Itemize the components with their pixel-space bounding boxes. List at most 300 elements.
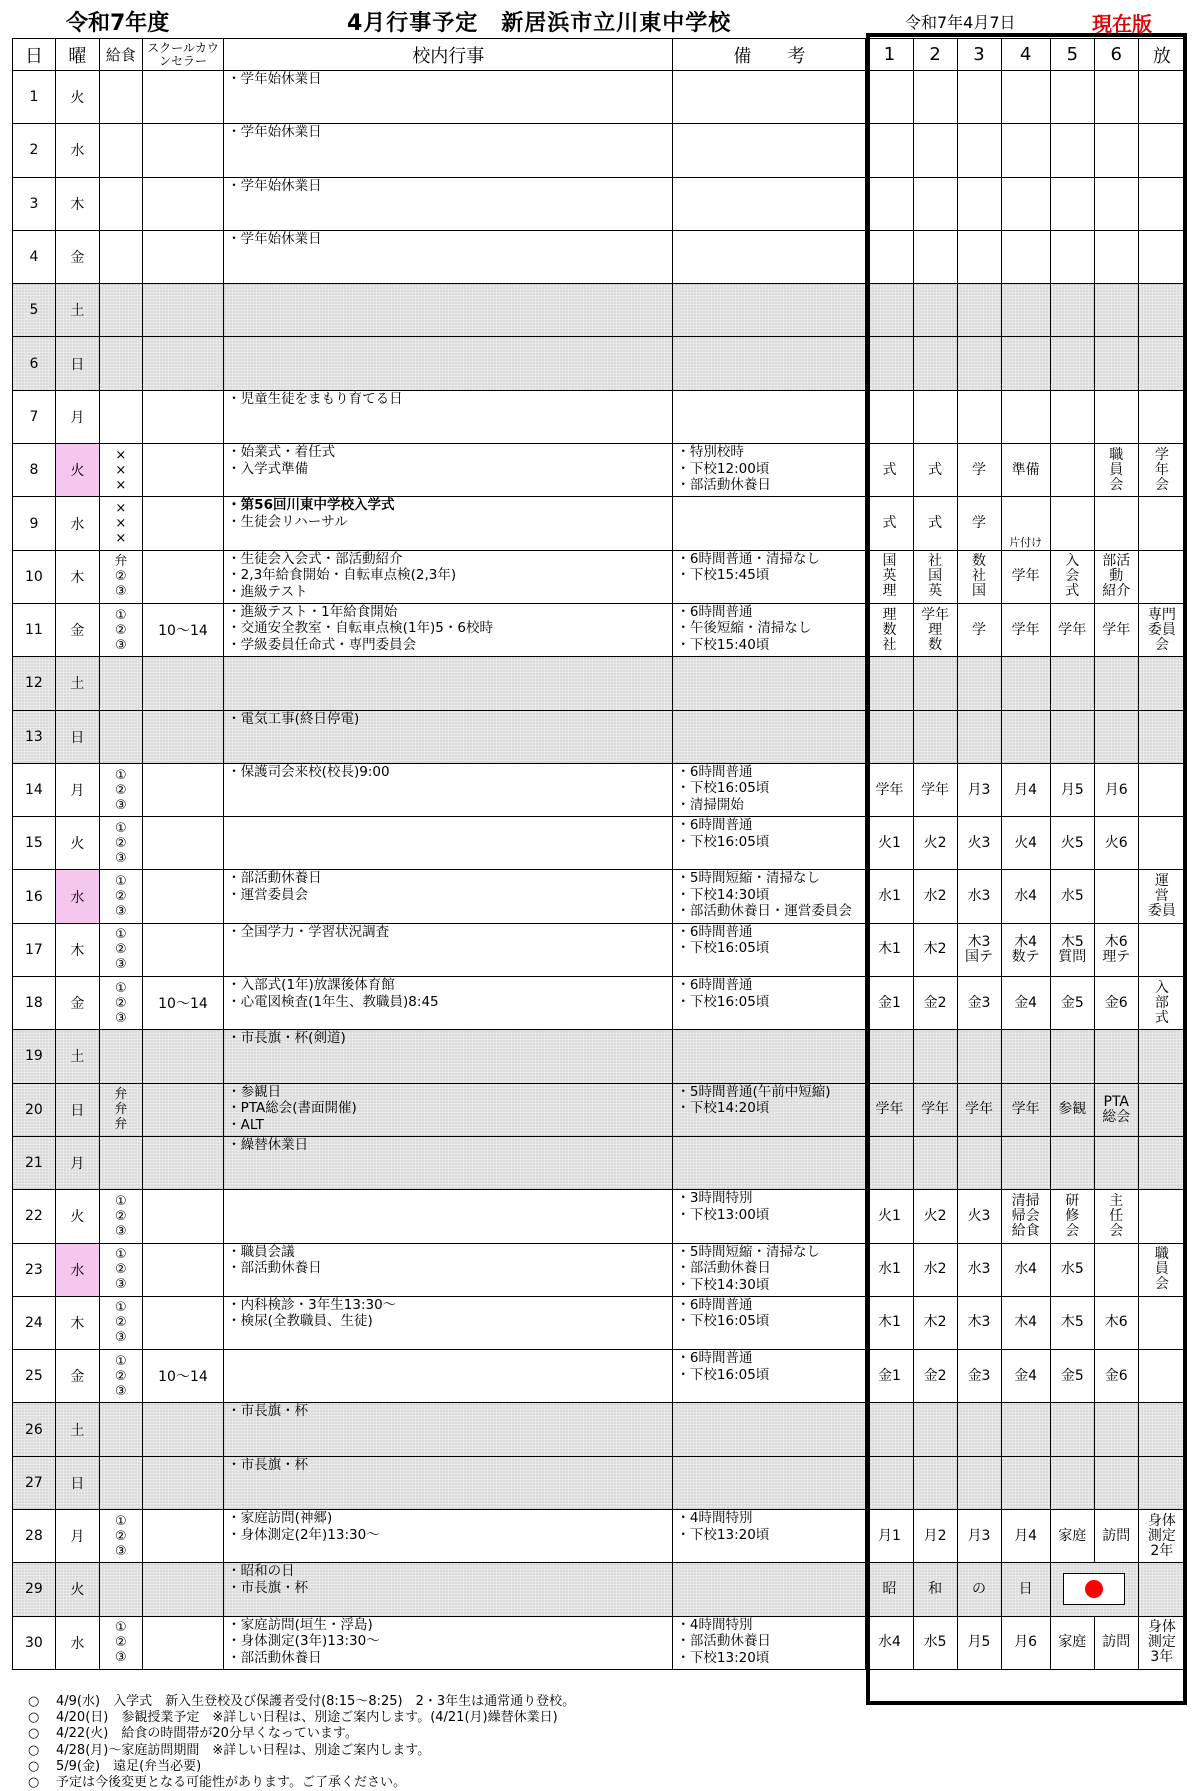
- bullet-icon: ○: [28, 1710, 40, 1726]
- note-line: ・特別校時: [676, 444, 744, 461]
- lunch-line: ①: [114, 1513, 127, 1529]
- period-cell: 月4: [1001, 763, 1050, 816]
- notes-cell: [673, 177, 866, 230]
- after-school-cell: [1138, 763, 1185, 816]
- lunch-lines: [100, 874, 142, 919]
- day-number: 20: [13, 1083, 56, 1136]
- counselor-cell: [142, 1456, 223, 1509]
- weekday: 土: [55, 1030, 99, 1083]
- lunch-line: ③: [114, 1383, 127, 1399]
- counselor-cell: [142, 1296, 223, 1349]
- lunch-line: ×: [115, 501, 127, 517]
- period-cell: [866, 1456, 913, 1509]
- lunch-cell: [99, 124, 142, 177]
- header-period-5: 5: [1050, 39, 1094, 71]
- event-lines: [227, 1403, 672, 1420]
- note-line: ・部活動休養日: [676, 477, 771, 494]
- period-cell: 学年: [866, 763, 913, 816]
- period-cell: 火4: [1001, 817, 1050, 870]
- day-number: 30: [13, 1616, 56, 1669]
- period-cell: [1050, 444, 1094, 497]
- lunch-lines: [100, 768, 142, 813]
- notes-cell: [673, 1030, 866, 1083]
- lunch-line: ①: [114, 607, 127, 623]
- weekday: 水: [55, 870, 99, 923]
- note-line: ・3時間特別: [676, 1190, 753, 1207]
- period-cell: 木5 質問: [1050, 923, 1094, 976]
- header-notes: 備 考: [673, 39, 866, 71]
- day-number: 29: [13, 1563, 56, 1616]
- event-line: ・2,3年給食開始・自転車点検(2,3年): [227, 567, 457, 584]
- lunch-line: ①: [114, 767, 127, 783]
- weekday: 日: [55, 710, 99, 763]
- notes-cell: [673, 977, 866, 1030]
- lunch-lines: [100, 608, 142, 653]
- note-line: ・5時間普通(午前中短縮): [676, 1083, 831, 1100]
- period-cell: [957, 177, 1001, 230]
- weekday: 水: [55, 1243, 99, 1296]
- period-cell: 学年: [1094, 603, 1138, 656]
- lunch-cell: [99, 390, 142, 443]
- period-cell: [913, 1456, 957, 1509]
- counselor-cell: [142, 284, 223, 337]
- events-cell: [224, 230, 673, 283]
- period-cell: 部活 動 紹介: [1094, 550, 1138, 603]
- lunch-cell: [99, 444, 142, 497]
- weekday: 金: [55, 977, 99, 1030]
- lunch-line: ①: [114, 820, 127, 836]
- notes-cell: [673, 124, 866, 177]
- event-line: ・市長旗・杯(剣道): [227, 1030, 346, 1047]
- table-row: [13, 177, 1186, 230]
- lunch-cell: [99, 977, 142, 1030]
- period-cell: 月1: [866, 1510, 913, 1563]
- weekday: 月: [55, 763, 99, 816]
- period-cell: [1050, 1403, 1094, 1456]
- footnote: [28, 1775, 575, 1791]
- period-cell: 月2: [913, 1510, 957, 1563]
- period-cell: [913, 177, 957, 230]
- lunch-line: ①: [114, 1300, 127, 1316]
- lunch-line: ②: [114, 942, 127, 958]
- lunch-line: 弁: [114, 554, 128, 570]
- period-cell: 金2: [913, 977, 957, 1030]
- notes-cell: [673, 390, 866, 443]
- event-line: ・PTA総会(書面開催): [227, 1100, 357, 1117]
- counselor-cell: 10～14: [142, 1350, 223, 1403]
- period-cell: 水4: [1001, 1243, 1050, 1296]
- lunch-cell: [99, 763, 142, 816]
- note-lines: [676, 870, 865, 920]
- lunch-lines: [100, 1247, 142, 1292]
- period-cell: 火1: [866, 1190, 913, 1243]
- period-cell: 学: [957, 603, 1001, 656]
- event-line: ・学年始休業日: [227, 124, 322, 141]
- counselor-cell: [142, 71, 223, 124]
- period-cell: [1094, 230, 1138, 283]
- event-line: ・学年始休業日: [227, 177, 322, 194]
- event-line: ・身体測定(3年)13:30～: [227, 1633, 380, 1650]
- table-row: [13, 657, 1186, 710]
- lunch-line: ③: [114, 584, 127, 600]
- table-row: [13, 284, 1186, 337]
- lunch-line: ×: [115, 447, 127, 463]
- note-lines: [676, 1297, 865, 1330]
- after-school-cell: [1138, 497, 1185, 550]
- period-cell: 学年: [866, 1083, 913, 1136]
- note-line: ・下校13:00頃: [676, 1206, 770, 1223]
- lunch-line: 弁: [114, 1087, 128, 1103]
- event-lines: [227, 1617, 672, 1667]
- counselor-cell: [142, 657, 223, 710]
- period-cell: 火2: [913, 1190, 957, 1243]
- period-cell: 学年: [1001, 1083, 1050, 1136]
- period-cell: [1094, 177, 1138, 230]
- day-number: 12: [13, 657, 56, 710]
- period-cell: [1050, 1136, 1094, 1189]
- period-cell: 和: [913, 1563, 957, 1616]
- events-cell: [224, 657, 673, 710]
- bullet-icon: ○: [28, 1742, 40, 1758]
- note-line: ・下校14:20頃: [676, 1100, 770, 1117]
- lunch-cell: [99, 337, 142, 390]
- weekday: 日: [55, 1083, 99, 1136]
- table-row: [13, 497, 1186, 550]
- counselor-cell: [142, 390, 223, 443]
- period-cell: [1050, 1456, 1094, 1509]
- note-lines: [676, 1244, 865, 1294]
- lunch-line: ②: [114, 1635, 127, 1651]
- period-cell: [957, 390, 1001, 443]
- weekday: 土: [55, 657, 99, 710]
- period-cell: [1001, 1403, 1050, 1456]
- event-lines: [227, 924, 672, 941]
- period-cell: [1001, 1136, 1050, 1189]
- weekday: 火: [55, 71, 99, 124]
- period-cell: [957, 230, 1001, 283]
- header-lunch: 給食: [99, 39, 142, 71]
- note-line: ・下校13:20頃: [676, 1526, 770, 1543]
- counselor-cell: [142, 1083, 223, 1136]
- period-cell: 金4: [1001, 1350, 1050, 1403]
- period-cell: 金5: [1050, 1350, 1094, 1403]
- counselor-cell: [142, 124, 223, 177]
- events-cell: [224, 390, 673, 443]
- notes-cell: [673, 1456, 866, 1509]
- school-year-title: 令和7年度: [66, 11, 170, 36]
- period-cell: [866, 71, 913, 124]
- weekday: 金: [55, 603, 99, 656]
- footnote: [28, 1743, 575, 1759]
- notes-cell: [673, 817, 866, 870]
- period-cell: [957, 337, 1001, 390]
- event-line: ・交通安全教室・自転車点検(1年)5・6校時: [227, 620, 493, 637]
- event-lines: [227, 178, 672, 195]
- event-line: ・家庭訪問(垣生・浮島): [227, 1616, 373, 1633]
- lunch-cell: [99, 1510, 142, 1563]
- after-school-cell: 身体 測定 2年: [1138, 1510, 1185, 1563]
- table-row: [13, 444, 1186, 497]
- period-cell: [1094, 1243, 1138, 1296]
- event-line: ・第56回川東中学校入学式: [227, 497, 395, 514]
- period-cell: 理 数 社: [866, 603, 913, 656]
- events-cell: [224, 1350, 673, 1403]
- table-row: [13, 1083, 1186, 1136]
- period-cell: [1050, 497, 1094, 550]
- period-cell: [913, 284, 957, 337]
- after-school-cell: 学 年 会: [1138, 444, 1185, 497]
- footnote-text: 4/9(水) 入学式 新入生登校及び保護者受付(8:15～8:25) 2・3年生は通常通り登校。: [56, 1694, 576, 1709]
- lunch-line: ③: [114, 797, 127, 813]
- lunch-cell: [99, 1030, 142, 1083]
- notes-cell: [673, 1510, 866, 1563]
- period-cell: 金1: [866, 977, 913, 1030]
- period-cell: 木6: [1094, 1296, 1138, 1349]
- period-cell: 火5: [1050, 817, 1094, 870]
- lunch-line: ②: [114, 835, 127, 851]
- after-school-cell: [1138, 1403, 1185, 1456]
- lunch-cell: [99, 177, 142, 230]
- lunch-cell: [99, 1243, 142, 1296]
- lunch-line: ②: [114, 1368, 127, 1384]
- lunch-line: ②: [114, 889, 127, 905]
- period-cell: 学年: [957, 1083, 1001, 1136]
- lunch-line: ×: [115, 531, 127, 547]
- event-line: ・学級委員任命式・専門委員会: [227, 636, 417, 653]
- notes-cell: [673, 657, 866, 710]
- day-number: 10: [13, 550, 56, 603]
- period-cell: 金3: [957, 977, 1001, 1030]
- japan-flag-icon: [1063, 1573, 1125, 1605]
- period-cell: の: [957, 1563, 1001, 1616]
- after-school-cell: [1138, 230, 1185, 283]
- weekday: 日: [55, 337, 99, 390]
- after-school-cell: 身体 測定 3年: [1138, 1616, 1185, 1669]
- period-cell: [1001, 284, 1050, 337]
- table-row: [13, 1616, 1186, 1669]
- period-cell: 水5: [1050, 1243, 1094, 1296]
- period-cell: [1050, 230, 1094, 283]
- footnote: [28, 1694, 575, 1710]
- counselor-cell: [142, 1030, 223, 1083]
- counselor-cell: [142, 177, 223, 230]
- counselor-cell: [142, 1563, 223, 1616]
- day-number: 17: [13, 923, 56, 976]
- period-cell: 月6: [1094, 763, 1138, 816]
- lunch-line: ②: [114, 1262, 127, 1278]
- events-cell: [224, 550, 673, 603]
- event-line: ・身体測定(2年)13:30～: [227, 1526, 380, 1543]
- event-line: ・進級テスト: [227, 583, 308, 600]
- note-line: ・下校16:05頃: [676, 780, 770, 797]
- period-cell: [913, 1030, 957, 1083]
- period-cell: 水1: [866, 1243, 913, 1296]
- note-lines: [676, 924, 865, 957]
- event-line: ・家庭訪問(神郷): [227, 1510, 333, 1527]
- event-lines: [227, 1137, 672, 1154]
- period-cell: [1094, 337, 1138, 390]
- event-lines: [227, 604, 672, 654]
- period-cell: 家庭: [1050, 1616, 1094, 1669]
- period-cell: [1001, 1456, 1050, 1509]
- table-row: [13, 817, 1186, 870]
- period-cell: 水4: [1001, 870, 1050, 923]
- footnote-text: 予定は今後変更となる可能性があります。ご了承ください。: [56, 1775, 406, 1791]
- events-cell: [224, 1136, 673, 1189]
- period-cell: [1001, 71, 1050, 124]
- notes-cell: [673, 71, 866, 124]
- counselor-cell: [142, 710, 223, 763]
- period-cell: [913, 230, 957, 283]
- day-number: 21: [13, 1136, 56, 1189]
- period-cell: 研 修 会: [1050, 1190, 1094, 1243]
- period-cell: 月3: [957, 1510, 1001, 1563]
- day-number: 19: [13, 1030, 56, 1083]
- after-school-cell: 運 営 委員: [1138, 870, 1185, 923]
- note-line: ・5時間短縮・清掃なし: [676, 870, 821, 887]
- events-cell: [224, 710, 673, 763]
- period-cell: 木2: [913, 923, 957, 976]
- period-cell: 片付け: [1001, 497, 1050, 550]
- weekday: 火: [55, 1563, 99, 1616]
- footnote: [28, 1726, 575, 1742]
- lunch-line: ②: [114, 995, 127, 1011]
- header-period-4: 4: [1001, 39, 1050, 71]
- period-cell: 数 社 国: [957, 550, 1001, 603]
- period-cell: 水3: [957, 870, 1001, 923]
- lunch-lines: [100, 448, 142, 493]
- lunch-cell: [99, 1136, 142, 1189]
- notes-cell: [673, 603, 866, 656]
- after-school-cell: [1138, 337, 1185, 390]
- lunch-line: ③: [114, 1223, 127, 1239]
- after-school-cell: [1138, 177, 1185, 230]
- lunch-cell: [99, 1296, 142, 1349]
- note-line: ・下校16:05頃: [676, 833, 770, 850]
- period-cell: [1094, 1136, 1138, 1189]
- lunch-line: ③: [114, 1330, 127, 1346]
- period-cell: [1094, 390, 1138, 443]
- events-cell: [224, 124, 673, 177]
- period-cell: [866, 337, 913, 390]
- bullet-icon: ○: [28, 1726, 40, 1742]
- period-cell: [1050, 177, 1094, 230]
- period-cell: [866, 177, 913, 230]
- note-lines: [676, 444, 865, 494]
- period-cell: [913, 124, 957, 177]
- period-cell: 月6: [1001, 1616, 1050, 1669]
- period-cell: 式: [866, 497, 913, 550]
- period-cell: [1001, 124, 1050, 177]
- note-line: ・下校16:05頃: [676, 993, 770, 1010]
- period-cell: [957, 284, 1001, 337]
- period-cell: 水5: [1050, 870, 1094, 923]
- after-school-cell: [1138, 124, 1185, 177]
- period-cell: 入 会 式: [1050, 550, 1094, 603]
- period-cell: [1050, 124, 1094, 177]
- table-row: [13, 1136, 1186, 1189]
- lunch-line: 弁: [114, 1102, 128, 1118]
- period-cell: [1001, 230, 1050, 283]
- period-cell: 家庭: [1050, 1510, 1094, 1563]
- table-row: [13, 1510, 1186, 1563]
- event-line: ・市長旗・杯: [227, 1579, 309, 1596]
- lunch-line: ×: [115, 462, 127, 478]
- period-cell: [913, 1136, 957, 1189]
- note-line: ・4時間特別: [676, 1510, 753, 1527]
- note-line: ・下校13:20頃: [676, 1649, 770, 1666]
- period-cell: 金5: [1050, 977, 1094, 1030]
- period-cell: 木3: [957, 1296, 1001, 1349]
- period-cell: 木6 理テ: [1094, 923, 1138, 976]
- notes-cell: [673, 923, 866, 976]
- period-cell: [1001, 710, 1050, 763]
- event-lines: [227, 977, 672, 1010]
- after-school-cell: [1138, 710, 1185, 763]
- weekday: 木: [55, 1296, 99, 1349]
- notes-cell: [673, 1350, 866, 1403]
- notes-cell: [673, 1083, 866, 1136]
- event-line: ・内科検診・3年生13:30～: [227, 1296, 397, 1313]
- period-cell: [1050, 337, 1094, 390]
- bullet-icon: ○: [28, 1758, 40, 1774]
- after-school-cell: [1138, 71, 1185, 124]
- note-line: ・下校12:00頃: [676, 460, 770, 477]
- period-cell: 学年: [1050, 603, 1094, 656]
- day-number: 13: [13, 710, 56, 763]
- lunch-cell: [99, 1563, 142, 1616]
- lunch-lines: [100, 554, 142, 599]
- header-counselor: スクールカウンセラー: [142, 39, 223, 71]
- issue-date: 令和7年4月7日: [905, 13, 1016, 32]
- note-line: ・下校14:30頃: [676, 886, 770, 903]
- notes-cell: [673, 337, 866, 390]
- event-lines: [227, 1563, 672, 1596]
- notes-cell: [673, 444, 866, 497]
- lunch-lines: [100, 501, 142, 546]
- notes-cell: [673, 1136, 866, 1189]
- lunch-line: ③: [114, 1543, 127, 1559]
- header-period-6: 6: [1094, 39, 1138, 71]
- lunch-line: ②: [114, 1528, 127, 1544]
- weekday: 火: [55, 444, 99, 497]
- weekday: 火: [55, 1190, 99, 1243]
- lunch-line: ②: [114, 1315, 127, 1331]
- note-line: ・6時間普通・清掃なし: [676, 550, 821, 567]
- period-cell: 月4: [1001, 1510, 1050, 1563]
- table-row: [13, 1563, 1186, 1616]
- period-cell: 国 英 理: [866, 550, 913, 603]
- period-cell: 木1: [866, 1296, 913, 1349]
- period-cell: [957, 657, 1001, 710]
- period-cell: [1050, 71, 1094, 124]
- period-cell: [866, 284, 913, 337]
- header-day: 日: [13, 39, 56, 71]
- notes-cell: [673, 1403, 866, 1456]
- counselor-cell: [142, 1403, 223, 1456]
- day-number: 5: [13, 284, 56, 337]
- period-cell: 日: [1001, 1563, 1050, 1616]
- events-cell: [224, 1296, 673, 1349]
- period-cell: [1094, 710, 1138, 763]
- event-line: ・進級テスト・1年給食開始: [227, 603, 398, 620]
- weekday: 水: [55, 497, 99, 550]
- table-row: [13, 1403, 1186, 1456]
- period-cell: [957, 124, 1001, 177]
- lunch-lines: [100, 1087, 142, 1132]
- lunch-line: ③: [114, 1650, 127, 1666]
- event-line: ・部活動休養日: [227, 1260, 322, 1277]
